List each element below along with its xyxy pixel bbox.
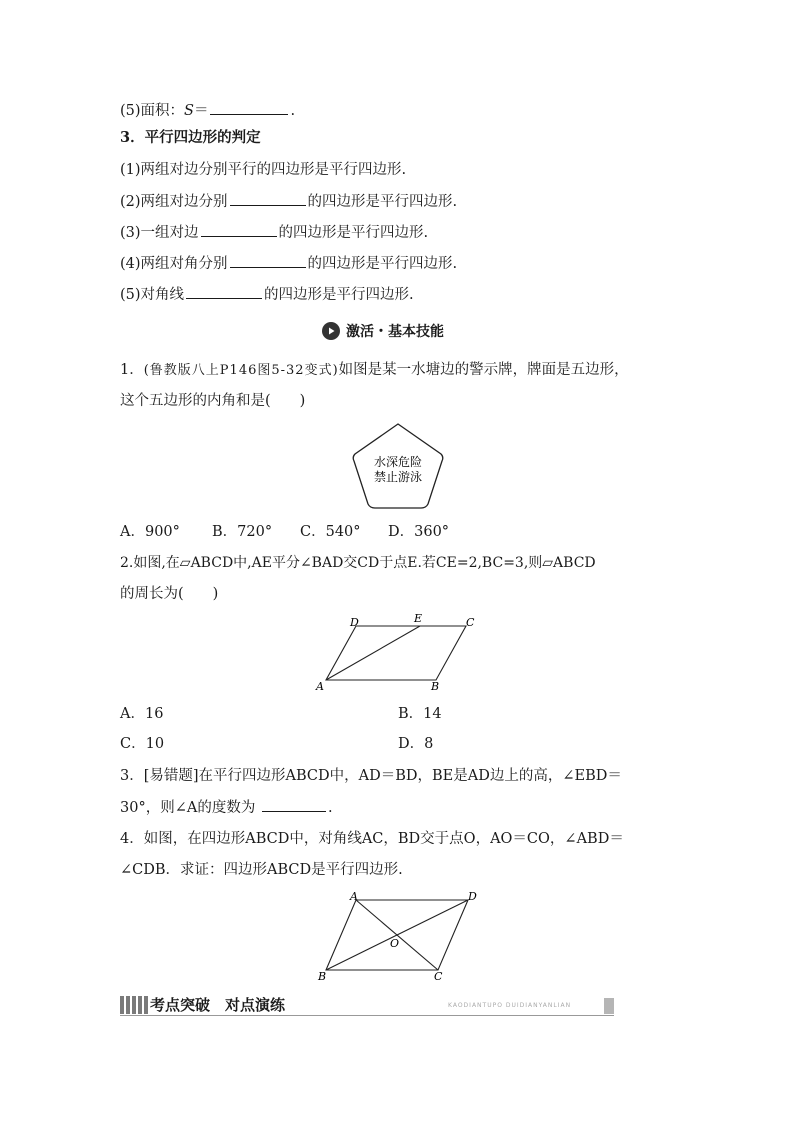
q1-option-a[interactable]: A．900° <box>120 524 180 540</box>
vertex-label-a: A <box>316 680 324 693</box>
criterion-1: (1)两组对边分别平行的四边形是平行四边形. <box>120 162 407 178</box>
sign-text-line-2: 禁止游泳 <box>373 470 423 484</box>
vertex-label-c: C <box>466 616 475 629</box>
play-triangle-icon <box>326 326 336 336</box>
banner-rule <box>120 1015 614 1016</box>
q2-option-b[interactable]: B．14 <box>398 706 442 722</box>
answer-blank[interactable] <box>201 222 277 237</box>
answer-blank[interactable] <box>230 253 306 268</box>
parallelogram-figure-q2 <box>310 612 480 694</box>
q1-option-d[interactable]: D．360° <box>388 524 450 540</box>
banner-subtitle: KAODIANTUPO DUIDIANYANLIAN <box>448 1002 572 1009</box>
vertex-label-b: B <box>318 970 327 983</box>
q2-option-c[interactable]: C．10 <box>120 736 165 752</box>
point-label-e: E <box>414 612 423 625</box>
vertex-label-b: B <box>431 680 440 693</box>
criterion-4: (4)两组对角分别 的四边形是平行四边形. <box>120 253 457 274</box>
vertex-label-d: D <box>350 616 359 629</box>
section-banner <box>120 994 614 1018</box>
activate-skills-heading: 激活・基本技能 <box>322 320 444 342</box>
warning-sign-pentagon <box>348 420 448 512</box>
criterion-5: (5)对角线 的四边形是平行四边形. <box>120 284 414 305</box>
section-3-title: 3．平行四边形的判定 <box>120 129 261 146</box>
q3-line-2: 30°，则∠A的度数为 . <box>120 797 333 818</box>
q1-line-1: 1．(鲁教版八上P146图5-32变式)如图是某一水塘边的警示牌，牌面是五边形， <box>120 362 629 378</box>
q2-option-a[interactable]: A．16 <box>120 706 164 722</box>
property-area-line: (5)面积：S＝ . <box>120 100 295 121</box>
vertex-label-a: A <box>350 890 358 903</box>
answer-blank[interactable] <box>186 284 262 299</box>
vertex-label-d: D <box>468 890 477 903</box>
criterion-2: (2)两组对边分别 的四边形是平行四边形. <box>120 191 457 212</box>
center-label-o: O <box>390 937 400 950</box>
quadrilateral-figure-q4 <box>310 888 490 984</box>
answer-blank[interactable] <box>210 100 288 115</box>
answer-blank[interactable] <box>262 797 326 812</box>
banner-stripes <box>120 996 148 1014</box>
q3-line-1: 3．[易错题]在平行四边形ABCD中，AD＝BD，BE是AD边上的高，∠EBD＝ <box>120 768 622 784</box>
q2-line-1: 2.如图,在▱ABCD中,AE平分∠BAD交CD于点E.若CE=2,BC=3,则▱ABCD <box>120 555 596 571</box>
sign-text-line-1: 水深危险 <box>373 455 423 469</box>
q1-option-c[interactable]: C．540° <box>300 524 361 540</box>
q2-line-2: 的周长为( ) <box>120 586 219 602</box>
play-icon <box>322 322 340 340</box>
vertex-label-c: C <box>434 970 443 983</box>
q2-option-d[interactable]: D．8 <box>398 736 434 752</box>
answer-blank[interactable] <box>230 191 306 206</box>
q1-line-2: 这个五边形的内角和是( ) <box>120 393 306 409</box>
q1-option-b[interactable]: B．720° <box>212 524 273 540</box>
criterion-3: (3)一组对边 的四边形是平行四边形. <box>120 222 428 243</box>
banner-end-block <box>604 998 614 1014</box>
banner-title: 考点突破 对点演练 <box>150 996 286 1014</box>
q4-line-1: 4．如图，在四边形ABCD中，对角线AC，BD交于点O，AO＝CO，∠ABD＝ <box>120 831 624 847</box>
q4-line-2: ∠CDB．求证：四边形ABCD是平行四边形. <box>120 862 403 878</box>
